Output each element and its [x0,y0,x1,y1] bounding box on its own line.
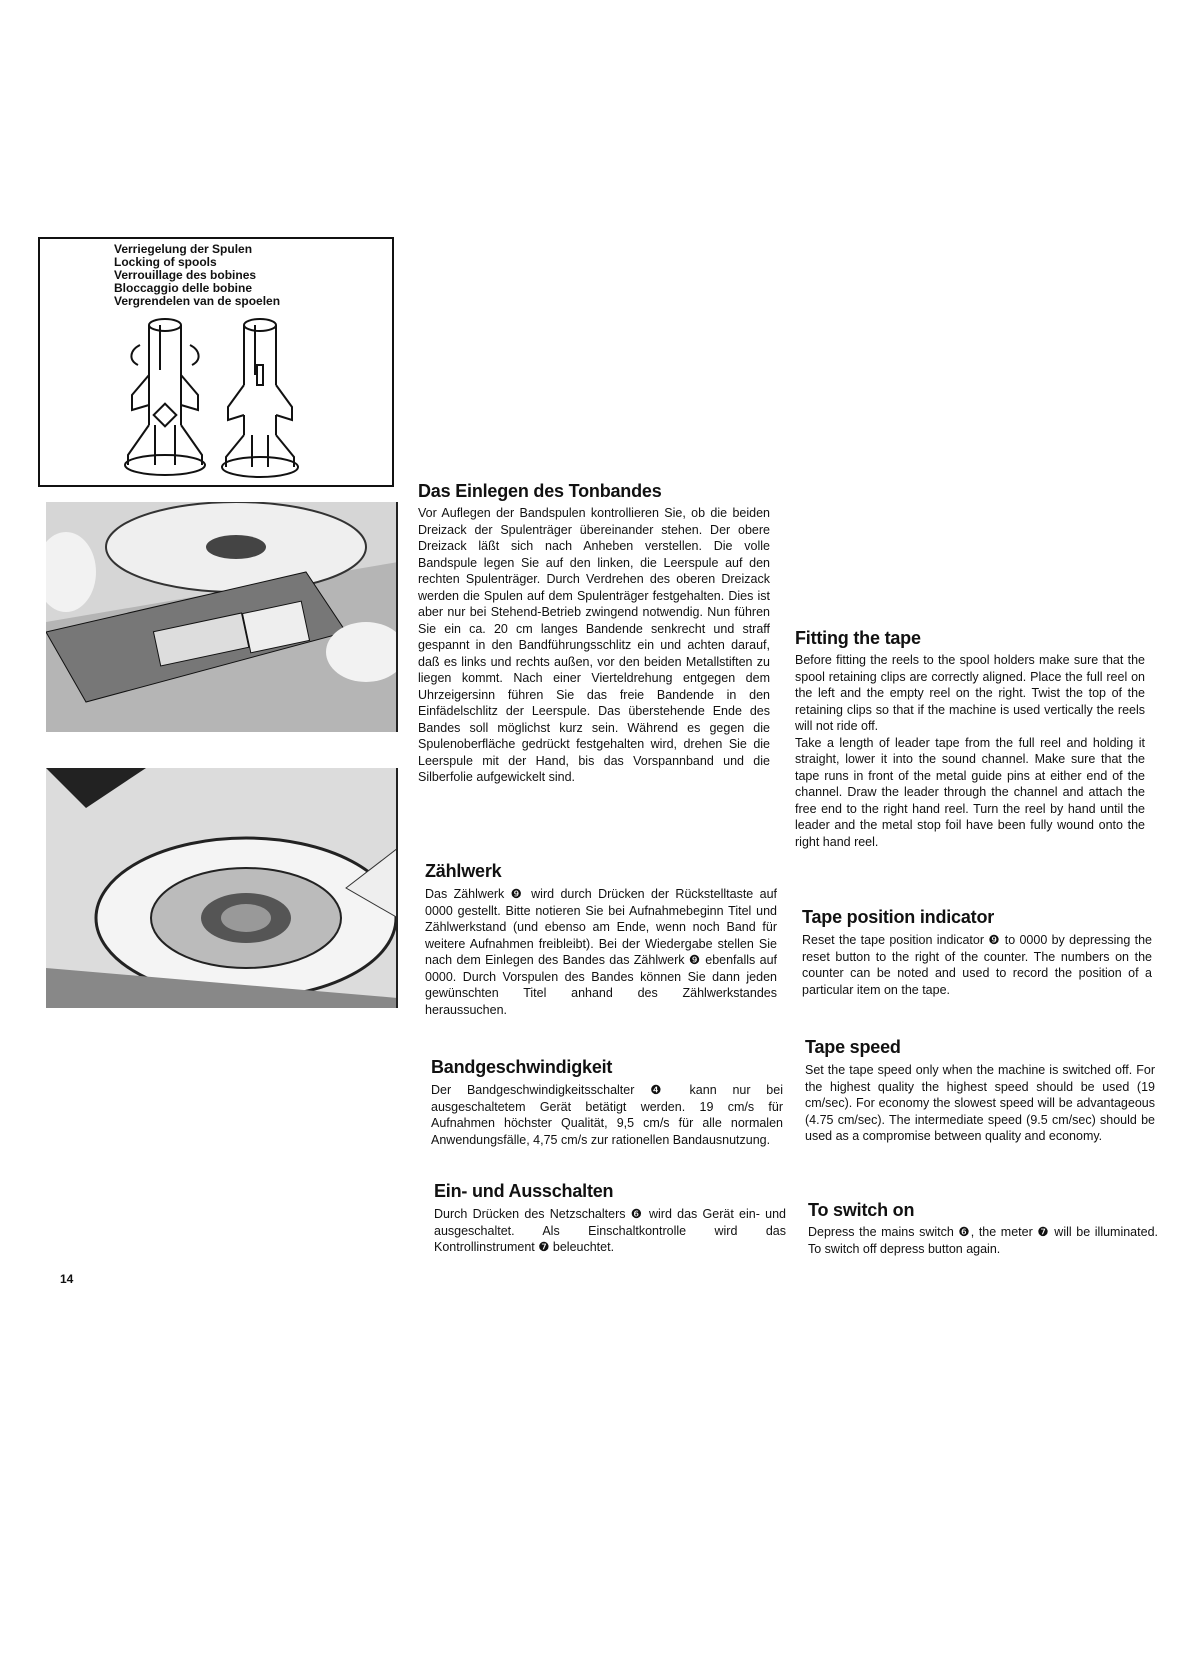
caption-it: Bloccaggio delle bobine [114,281,253,295]
einlegen-heading: Das Einlegen des Tonbandes [418,481,662,501]
schalten-heading: Ein- und Ausschalten [434,1181,614,1201]
caption-fr: Verrouillage des bobines [114,268,257,282]
fitting-body-2: Take a length of leader tape from the full reel and holding it straight, lower it into the sound channel. Make sure that the tape runs in front of the metal guide pins at either end of the channel. Draw the leader through the channel and attach the free end to the right hand reel. Turn the reel by hand until the leader and the metal stop foil have been fully wound onto the right hand reel. [795,735,1145,849]
indicator-heading: Tape position indicator [802,907,995,927]
zaehlwerk-text [425,886,777,1018]
fitting-heading: Fitting the tape [795,628,921,648]
speed-body: Set the tape speed only when the machine is switched off. For the highest quality the highest speed should be used (19 cm/sec). For economy the slowest speed will be advantageous (4.75 cm/sec). The intermediate speed (9.5 cm/sec) should be used as a compromise between quality and economy. [805,1063,1155,1143]
reel-photo-illustration [46,502,398,732]
caption-de: Verriegelung der Spulen [114,242,253,256]
switch-on-text [808,1224,1158,1257]
schalten-text [434,1206,786,1256]
tape-loading-photo [46,502,398,732]
spool-holder-illustration [110,315,310,485]
indicator-text [802,932,1152,998]
speed-heading: Tape speed [805,1037,901,1057]
spool-locking-figure [38,237,394,487]
reel-threading-photo [46,768,398,1008]
geschwindigkeit-heading: Bandgeschwindigkeit [431,1057,613,1077]
page-number: 14 [60,1272,74,1286]
fitting-text [795,652,1145,850]
einlegen-text [418,505,770,786]
figure-captions [114,243,280,308]
switch-on-heading: To switch on [808,1200,915,1220]
reel-threading-illustration [46,768,398,1008]
zaehlwerk-body: Das Zählwerk ❾ wird durch Drücken der Rückstelltaste auf 0000 gestellt. Bitte notieren Sie bei Aufnahmebeginn Titel und Zählwerkstand (und ebenso am Ende, wenn noch Band für weitere Aufnahmen freibleibt). Bei der Wiedergabe stellen Sie nach dem Einlegen des Bandes das Zählwerk ❾ ebenfalls auf 0000. Durch Vorspulen des Bandes können Sie dann jeden gewünschten Titel anhand des Zählwerkstandes heraussuchen. [425,887,777,1017]
switch-on-body: Depress the mains switch ❻, the meter ❼ will be illuminated. To switch off depress button again. [808,1225,1158,1256]
schalten-body: Durch Drücken des Netzschalters ❻ wird das Gerät ein- und ausgeschaltet. Als Einschaltkontrolle wird das Kontrollinstrument ❼ beleuchtet. [434,1207,786,1254]
fitting-body-1: Before fitting the reels to the spool holders make sure that the spool retaining clips are correctly aligned. Place the full reel on the left and the empty reel on the right. Twist the top of the retaining clips so that if the machine is used vertically the reels will not ride off. [795,653,1145,733]
einlegen-body: Vor Auflegen der Bandspulen kontrollieren Sie, ob die beiden Dreizack der Spulenträger übereinander stehen. Der obere Dreizack läßt sich nach Anheben verstellen. Die volle Bandspule legen Sie auf den linken, die Leerspule auf den rechten Spulenträger. Durch Verdrehen des oberen Dreizack werden die Spulen auf dem Spulenträger festgehalten. Dies ist aber nur bei Stehend-Betrieb zwingend notwendig. Nun führen Sie ein ca. 20 cm langes Bandende senkrecht und straff gespannt in den Bandführungsschlitz ein und achten darauf, daß es links und rechts außen, vor den beiden Metallstiften zu liegen kommt. Nach einer Vierteldrehung entgegen dem Uhrzeigersinn führen Sie das freie Bandende in den Einfädelschlitz der Leerspule. Das überstehende Ende des Bandes soll möglichst kurz sein. Während es gegen die Spulenoberfläche gedrückt festgehalten wird, drehen Sie die Leerspule mit der Hand, bis das Vorspannband und die Silberfolie aufgewickelt sind. [418,506,770,784]
indicator-body: Reset the tape position indicator ❾ to 0000 by depressing the reset button to the right of the counter. The numbers on the counter can be noted and used to record the position of a particular item on the tape. [802,933,1152,997]
geschwindigkeit-body: Der Bandgeschwindigkeitsschalter ❹ kann nur bei ausgeschaltetem Gerät betätigt werden. 19 cm/s für Aufnahmen höchster Qualität, 9,5 cm/s für alle normalen Anwendungsfälle, 4,75 cm/s zur rationellen Bandausnutzung. [431,1083,783,1147]
caption-en: Locking of spools [114,255,217,269]
geschwindigkeit-text [431,1082,783,1148]
caption-nl: Vergrendelen van de spoelen [114,294,281,308]
zaehlwerk-heading: Zählwerk [425,861,502,881]
speed-text [805,1062,1155,1145]
